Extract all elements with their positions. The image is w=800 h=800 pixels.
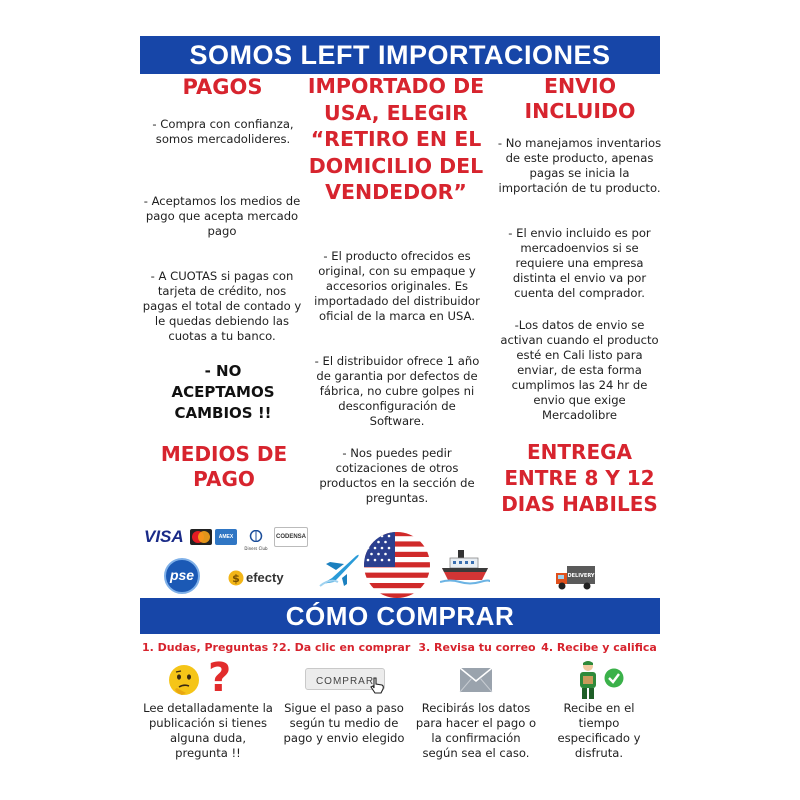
no-cambios-text: - NO ACEPTAMOS CAMBIOS !! <box>171 362 275 422</box>
importado-text-1: - El producto ofrecidos es original, con su empaque y accesorios originales. Es importadado del distribuidor oficial de la marca en USA. <box>314 249 480 323</box>
checkmark-icon <box>604 668 624 688</box>
step-2-title: 2. Da clic en comprar <box>279 641 411 654</box>
efecty-coin-icon <box>228 570 244 586</box>
svg-text:$: $ <box>232 572 240 585</box>
delivery-truck-icon <box>555 563 597 593</box>
visa-logo: VISA <box>144 527 184 546</box>
importado-title: IMPORTADO DE USA, ELEGIR “RETIRO EN EL DOMICILIO DEL VENDEDOR” <box>307 74 485 204</box>
step-3-text: Recibirás los datos para hacer el pago o la confirmación según sea el caso. <box>415 701 537 760</box>
header-title: SOMOS LEFT IMPORTACIONES <box>189 40 611 70</box>
mastercard-logo <box>190 529 212 545</box>
envio-text-2: - El envio incluido es por mercadoenvios si se requiere una empresa distinta el envio va por cuenta del comprador. <box>508 226 651 300</box>
importado-text-3: - Nos puedes pedir cotizaciones de otros productos en la sección de preguntas. <box>319 446 475 505</box>
pagos-text-3: - A CUOTAS si pagas con tarjeta de crédito, nos pagas el total de contado y le quedas debiendo las cuotas a tu banco. <box>142 269 302 343</box>
delivery-label: DELIVERY <box>567 573 595 579</box>
amex-logo: AMEX <box>215 529 237 545</box>
pse-logo: pse <box>164 558 200 594</box>
diners-logo: Diners Club <box>243 527 269 549</box>
step-4-text: Recibe en el tiempo especificado y disfruta. <box>557 701 641 760</box>
pagos-title: PAGOS <box>182 75 263 99</box>
envio-text-1: - No manejamos inventarios de este producto, apenas pagas se inicia la importación de tu producto. <box>497 136 662 195</box>
step-2-text: Sigue el paso a paso según tu medio de pago y envio elegido <box>283 701 405 745</box>
thinking-emoji-icon <box>168 664 200 696</box>
efecty-logo: $ efecty <box>228 569 290 587</box>
how-to-banner <box>140 598 660 634</box>
comprar-button[interactable]: COMPRAR <box>305 668 385 690</box>
step-3-title: 3. Revisa tu correo <box>418 641 536 654</box>
step-4-title: 4. Recibe y califica <box>541 641 657 654</box>
cursor-icon <box>368 676 386 694</box>
envio-title: ENVIO INCLUIDO <box>524 74 636 123</box>
ship-icon <box>440 546 490 586</box>
pagos-text-2: - Aceptamos los medios de pago que acepta mercado pago <box>143 194 301 238</box>
delivery-person-icon <box>574 660 602 700</box>
pagos-text-1: - Compra con confianza, somos mercadolideres. <box>152 117 294 146</box>
airplane-icon <box>318 548 362 588</box>
envio-text-3: -Los datos de envio se activan cuando el producto esté en Cali listo para enviar, de esta forma cumplimos las 24 hr de envio que exige Mercadolibre <box>500 318 659 422</box>
question-mark-icon: ? <box>208 655 232 701</box>
importado-text-2: - El distribuidor ofrece 1 año de garantia por defectos de fábrica, no cubre golpes ni desconfiguración de Software. <box>314 354 480 428</box>
medios-de-pago-title: MEDIOS DE PAGO <box>160 442 288 491</box>
how-to-title: CÓMO COMPRAR <box>285 601 515 631</box>
step-1-text: Lee detalladamente la publicación si tienes alguna duda, pregunta !! <box>143 701 273 760</box>
codensa-logo: CODENSA <box>274 527 308 547</box>
header-banner <box>140 36 660 74</box>
usa-flag-icon <box>363 531 431 599</box>
email-envelope-icon <box>459 667 493 693</box>
diners-icon <box>248 530 264 542</box>
step-1-title: 1. Dudas, Preguntas ? <box>142 641 279 654</box>
entrega-title: ENTREGA ENTRE 8 Y 12 DIAS HABILES <box>501 440 658 516</box>
